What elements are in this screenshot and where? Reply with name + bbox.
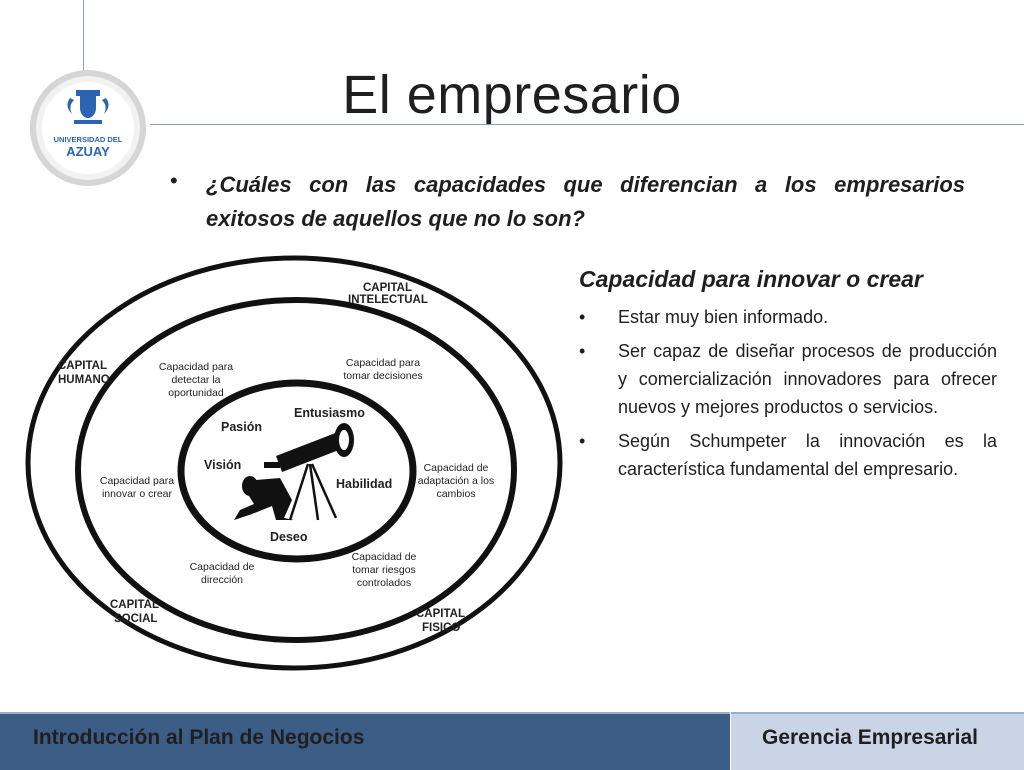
logo-text-line2: AZUAY bbox=[66, 144, 110, 159]
label-pasion: Pasión bbox=[221, 420, 262, 434]
footer-subject-title: Gerencia Empresarial bbox=[762, 726, 978, 749]
label-riesgos-2: tomar riesgos bbox=[352, 564, 416, 576]
label-deseo: Deseo bbox=[270, 530, 308, 544]
footer-subject-bar bbox=[731, 712, 1024, 770]
bullet-icon: • bbox=[579, 341, 586, 361]
label-adaptacion-3: cambios bbox=[436, 488, 476, 500]
label-riesgos-3: controlados bbox=[356, 577, 412, 589]
footer-course-bar bbox=[0, 712, 730, 770]
telescope-icon bbox=[234, 423, 354, 520]
list-item-text: Ser capaz de diseñar procesos de producción y comercialización innovadores para ofrecer nuevos y mejores productos o servicios. bbox=[618, 341, 997, 417]
label-capital-fisico-1: CAPITAL bbox=[416, 608, 465, 620]
label-decisiones-1: Capacidad para bbox=[345, 357, 421, 369]
bullet-icon: • bbox=[170, 168, 178, 193]
label-riesgos-1: Capacidad de bbox=[351, 551, 417, 563]
label-detectar-3: oportunidad bbox=[168, 387, 224, 399]
list-item bbox=[579, 303, 997, 331]
list-item bbox=[579, 337, 997, 421]
label-adaptacion-1: Capacidad de bbox=[423, 462, 489, 474]
label-detectar-1: Capacidad para bbox=[158, 361, 234, 373]
label-detectar-2: detectar la bbox=[171, 374, 221, 386]
label-capital-humano-2: HUMANO bbox=[58, 374, 110, 386]
label-capital-fisico-2: FISICO bbox=[422, 622, 461, 634]
label-vision: Visión bbox=[204, 458, 242, 472]
capital-diagram bbox=[18, 248, 578, 680]
label-capital-social-2: SOCIAL bbox=[114, 613, 158, 625]
label-direccion-2: dirección bbox=[200, 574, 244, 586]
innovation-panel bbox=[579, 266, 997, 489]
question-text: ¿Cuáles con las capacidades que diferencian a los empresarios exitosos de aquellos que no lo son? bbox=[206, 172, 965, 231]
label-decisiones-2: tomar decisiones bbox=[343, 370, 423, 382]
list-item bbox=[579, 427, 997, 483]
innovation-heading: Capacidad para innovar o crear bbox=[579, 266, 923, 292]
logo-text-line1: UNIVERSIDAD DEL bbox=[53, 135, 123, 144]
label-capital-intelectual-2: INTELECTUAL bbox=[348, 294, 428, 306]
bullet-icon: • bbox=[579, 431, 586, 451]
innovation-list bbox=[579, 303, 997, 483]
slide-title: El empresario bbox=[342, 65, 682, 125]
label-adaptacion-2: adaptación a los bbox=[417, 475, 495, 487]
label-innovar-2: innovar o crear bbox=[101, 488, 173, 500]
list-item-text: Estar muy bien informado. bbox=[618, 307, 829, 327]
list-item-text: Según Schumpeter la innovación es la característica fundamental del empresario. bbox=[618, 431, 997, 479]
label-innovar-1: Capacidad para bbox=[99, 475, 175, 487]
question-block bbox=[170, 168, 965, 236]
label-capital-intelectual-1: CAPITAL bbox=[363, 282, 412, 294]
label-capital-humano-1: CAPITAL bbox=[58, 360, 107, 372]
bullet-icon: • bbox=[579, 307, 586, 327]
footer-course-title: Introducción al Plan de Negocios bbox=[33, 726, 365, 749]
label-capital-social-1: CAPITAL bbox=[110, 599, 159, 611]
label-entusiasmo: Entusiasmo bbox=[294, 406, 365, 420]
label-direccion-1: Capacidad de bbox=[189, 561, 255, 573]
label-habilidad: Habilidad bbox=[336, 477, 393, 491]
